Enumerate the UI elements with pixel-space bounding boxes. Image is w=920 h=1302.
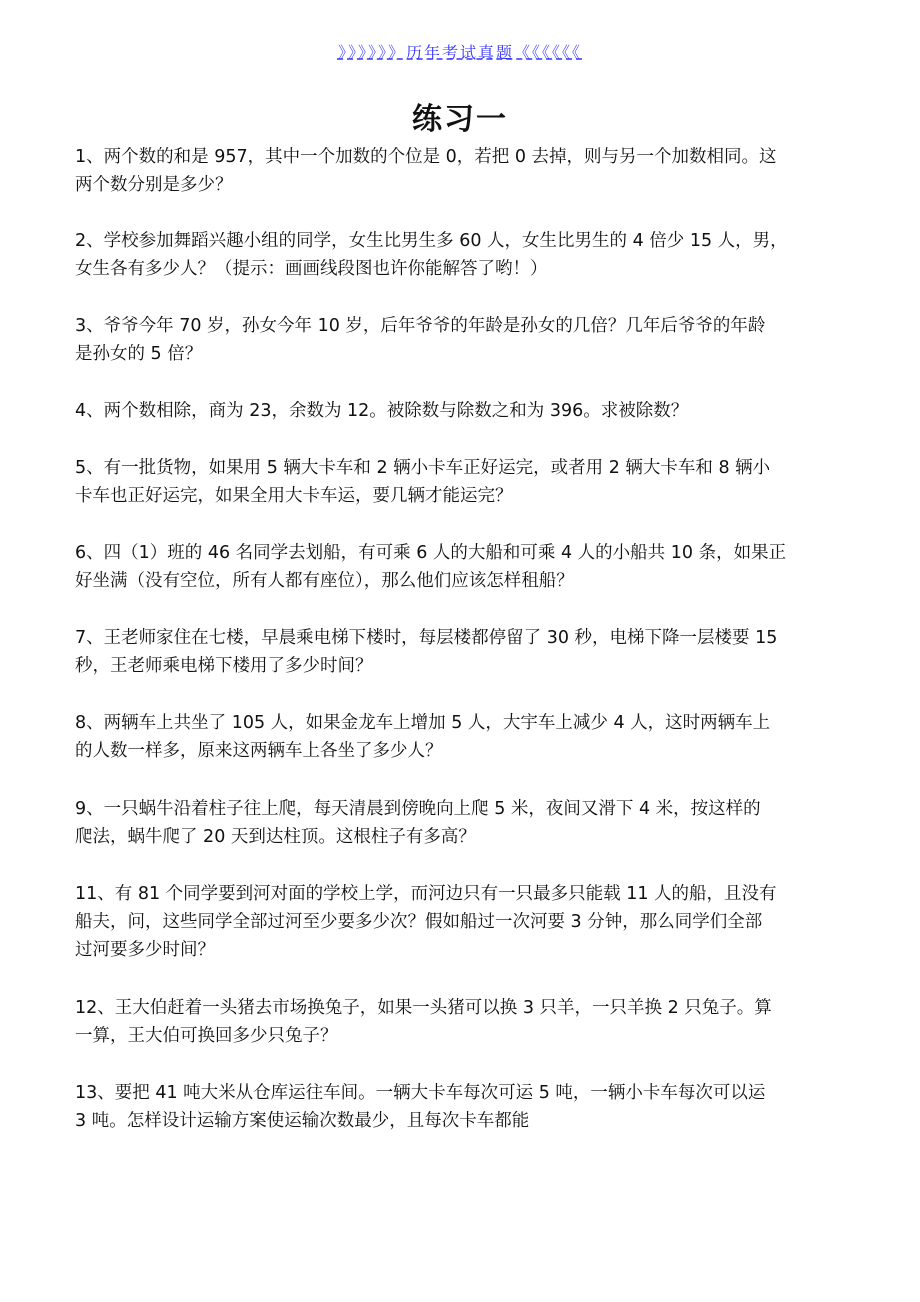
question-text-line: 好坐满（没有空位，所有人都有座位），那么他们应该怎样租船？ xyxy=(75,571,574,591)
question-text-line: 一算，王大伯可换回多少只兔子？ xyxy=(75,1026,338,1046)
question-item xyxy=(75,880,855,964)
question-text-line: 女生各有多少人？（提示：画画线段图也许你能解答了哟！） xyxy=(75,259,548,279)
question-text-line: 是孙女的 5 倍？ xyxy=(75,344,203,364)
question-text-line: 7、王老师家住在七楼，早晨乘电梯下楼时，每层楼都停留了 30 秒，电梯下降一层楼要 15 xyxy=(75,628,778,648)
question-text-line: 6、四（1）班的 46 名同学去划船，有可乘 6 人的大船和可乘 4 人的小船共 10 条，如果正 xyxy=(75,543,787,563)
question-text-line: 4、两个数相除，商为 23，余数为 12。被除数与除数之和为 396。求被除数？ xyxy=(75,401,689,421)
question-text-line: 11、有 81 个同学要到河对面的学校上学，而河边只有一只最多只能载 11 人的船，且没有 xyxy=(75,884,777,904)
question-item xyxy=(75,397,855,425)
page-title: 练习一 xyxy=(412,102,508,137)
question-text-line: 过河要多少时间？ xyxy=(75,940,215,960)
question-text-line: 13、要把 41 吨大米从仓库运往车间。一辆大卡车每次可运 5 吨，一辆小卡车每次可以运 xyxy=(75,1083,766,1103)
question-text-line: 2、学校参加舞蹈兴趣小组的同学，女生比男生多 60 人，女生比男生的 4 倍少 15 人，男， xyxy=(75,231,788,251)
question-text-line: 爬法，蜗牛爬了 20 天到达柱顶。这根柱子有多高？ xyxy=(75,827,476,847)
question-text-line: 8、两辆车上共坐了 105 人，如果金龙车上增加 5 人，大宇车上减少 4 人，这时两辆车上 xyxy=(75,713,771,733)
question-item xyxy=(75,1079,855,1135)
header xyxy=(0,40,920,63)
question-text-line: 3 吨。怎样设计运输方案使运输次数最少，且每次卡车都能 xyxy=(75,1111,530,1131)
question-item xyxy=(75,624,855,680)
question-text-line: 两个数分别是多少？ xyxy=(75,175,233,195)
question-item xyxy=(75,454,855,510)
question-item xyxy=(75,539,855,595)
question-text-line: 船夫，问，这些同学全部过河至少要多少次？假如船过一次河要 3 分钟，那么同学们全部 xyxy=(75,912,763,932)
question-text-line: 3、爷爷今年 70 岁，孙女今年 10 岁，后年爷爷的年龄是孙女的几倍？几年后爷爷的年龄 xyxy=(75,316,766,336)
question-text-line: 1、两个数的和是 957，其中一个加数的个位是 0，若把 0 去掉，则与另一个加数相同。这 xyxy=(75,147,777,167)
question-item xyxy=(75,709,855,765)
question-text-line: 5、有一批货物，如果用 5 辆大卡车和 2 辆小卡车正好运完，或者用 2 辆大卡车和 8 辆小 xyxy=(75,458,771,478)
question-text-line: 秒，王老师乘电梯下楼用了多少时间？ xyxy=(75,656,373,676)
question-text-line: 9、一只蜗牛沿着柱子往上爬，每天清晨到傍晚向上爬 5 米，夜间又滑下 4 米，按这样的 xyxy=(75,799,761,819)
question-item xyxy=(75,227,855,283)
question-item xyxy=(75,143,855,199)
question-text-line: 的人数一样多，原来这两辆车上各坐了多少人？ xyxy=(75,741,443,761)
question-item xyxy=(75,312,855,368)
question-item xyxy=(75,795,855,851)
exam-papers-link[interactable]: 》》》》》》历年考试真题《《《《《《 xyxy=(337,43,582,62)
question-text-line: 12、王大伯赶着一头猪去市场换兔子，如果一头猪可以换 3 只羊，一只羊换 2 只兔子。算 xyxy=(75,998,772,1018)
question-item xyxy=(75,994,855,1050)
question-text-line: 卡车也正好运完，如果全用大卡车运，要几辆才能运完？ xyxy=(75,486,513,506)
